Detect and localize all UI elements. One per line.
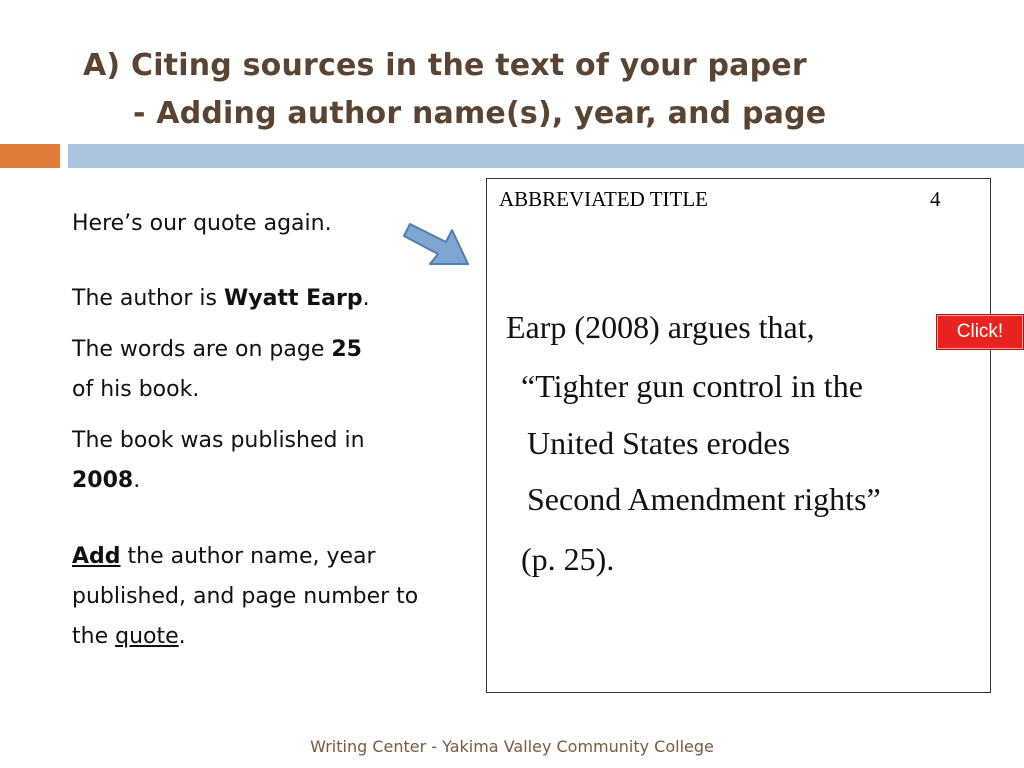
click-button[interactable]: Click!: [936, 314, 1024, 350]
paper-page: [486, 178, 991, 693]
page-text: [72, 330, 452, 410]
author-prefix: The author is: [72, 286, 224, 311]
citation-line: Second Amendment rights”: [527, 481, 881, 517]
page-prefix: The words are on page: [72, 337, 332, 362]
year-prefix: The book was published in: [72, 428, 365, 453]
paper-page-number: 4: [930, 187, 941, 211]
year-suffix: .: [133, 468, 141, 493]
page-number-value: 25: [331, 337, 362, 362]
author-name: Wyatt Earp: [223, 286, 363, 311]
citation-line: Earp (2008) argues that,: [506, 309, 815, 345]
slide-title: A) Citing sources in the text of your paper: [83, 48, 807, 83]
running-head: ABBREVIATED TITLE: [499, 187, 709, 211]
accent-bar-blue: [68, 144, 1024, 168]
arrow-right-down-icon: [400, 216, 474, 274]
quote-keyword: quote: [115, 624, 179, 649]
year-value: 2008: [72, 468, 134, 493]
instruction-middle: the author name, year published, and page number to the: [72, 544, 419, 649]
instruction-text: [72, 537, 452, 657]
page-suffix: of his book.: [72, 377, 200, 402]
year-text: [72, 421, 452, 501]
quote-intro-text: Here’s our quote again.: [72, 211, 332, 236]
slide-subtitle: - Adding author name(s), year, and page: [133, 96, 827, 131]
instruction-end: .: [178, 624, 186, 649]
citation-line: “Tighter gun control in the: [521, 368, 863, 404]
author-text: [72, 279, 452, 319]
footer: Writing Center - Yakima Valley Community College: [310, 737, 714, 756]
accent-bar-orange: [0, 144, 60, 168]
add-keyword: Add: [72, 544, 121, 569]
citation-line: (p. 25).: [521, 541, 615, 577]
citation-line: United States erodes: [527, 425, 791, 461]
author-suffix: .: [362, 286, 370, 311]
